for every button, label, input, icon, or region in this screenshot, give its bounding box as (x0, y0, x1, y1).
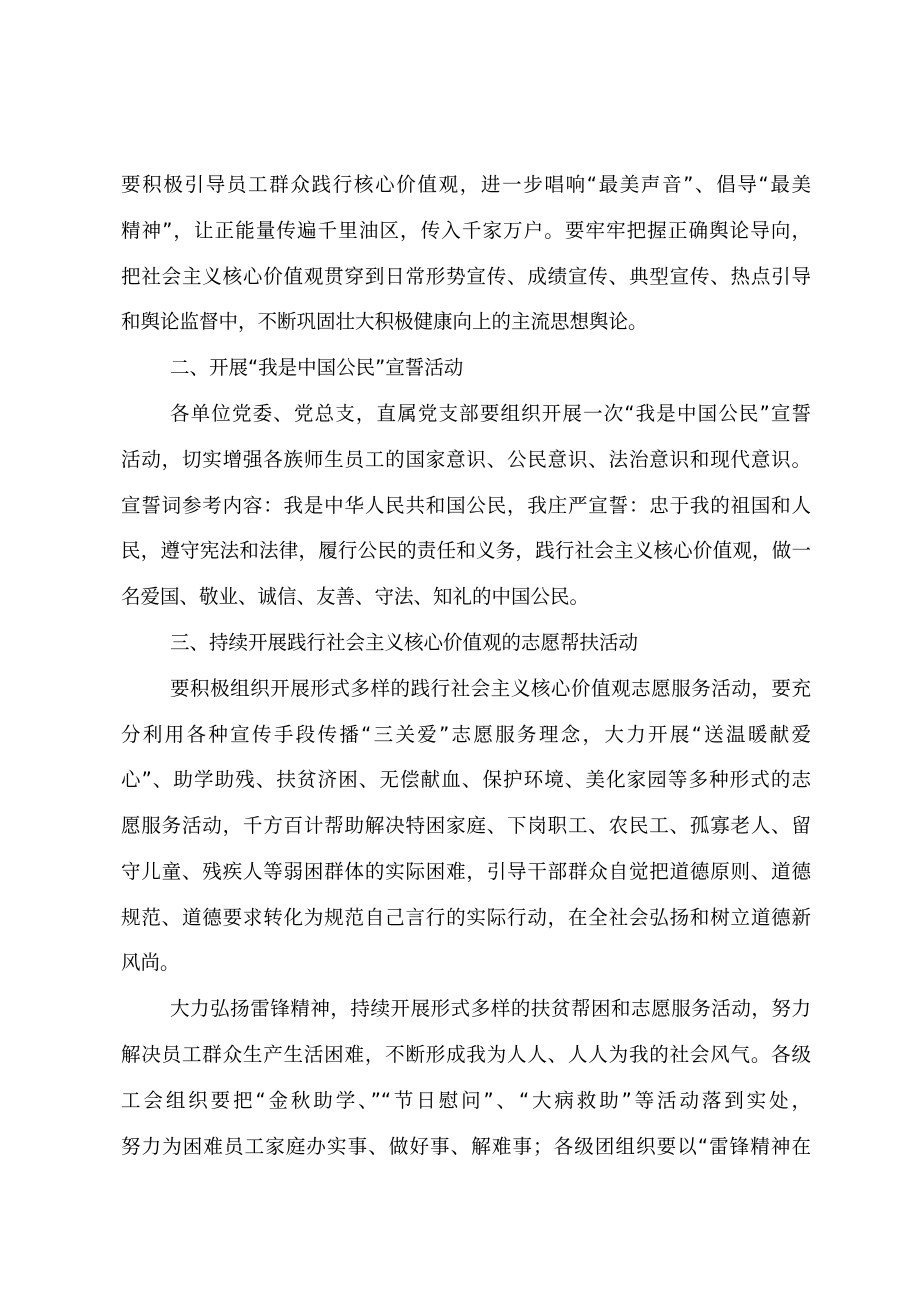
paragraph-2-line-3: 宣誓词参考内容：我是中华人民共和国公民，我庄严宣誓：忠于我的祖国和人 (121, 494, 811, 517)
paragraph-2-line-4: 民，遵守宪法和法律，履行公民的责任和义务，践行社会主义核心价值观，做一 (121, 539, 811, 562)
paragraph-2-line-5: 名爱国、敬业、诚信、友善、守法、知礼的中国公民。 (121, 585, 590, 608)
paragraph-4-line-4: 努力为困难员工家庭办实事、做好事、解难事；各级团组织要以“雷锋精神在 (121, 1135, 811, 1158)
paragraph-3-line-2: 分利用各种宣传手段传播“三关爱”志愿服务理念，大力开展“送温暖献爱 (121, 723, 811, 746)
paragraph-2-line-1: 各单位党委、党总支，直属党支部要组织开展一次“我是中国公民”宣誓 (170, 402, 811, 425)
paragraph-4-line-3: 工会组织要把“金秋助学、”“节日慰问”、“大病救助”等活动落到实处， (121, 1089, 811, 1112)
paragraph-3-line-4: 愿服务活动，千方百计帮助解决特困家庭、下岗职工、农民工、孤寡老人、留 (121, 814, 811, 837)
paragraph-1-line-2: 精神”，让正能量传遍千里油区，传入千家万户。要牢牢把握正确舆论导向， (121, 219, 811, 242)
paragraph-3-line-1: 要积极组织开展形式多样的践行社会主义核心价值观志愿服务活动，要充 (170, 677, 811, 700)
paragraph-1-line-4: 和舆论监督中，不断巩固壮大积极健康向上的主流思想舆论。 (121, 310, 648, 333)
paragraph-4-line-2: 解决员工群众生产生活困难，不断形成我为人人、人人为我的社会风气。各级 (121, 1043, 811, 1066)
paragraph-4-line-1: 大力弘扬雷锋精神，持续开展形式多样的扶贫帮困和志愿服务活动，努力 (170, 997, 811, 1020)
paragraph-1-line-3: 把社会主义核心价值观贯穿到日常形势宣传、成绩宣传、典型宣传、热点引导 (121, 265, 811, 288)
paragraph-2-line-2: 活动，切实增强各族师生员工的国家意识、公民意识、法治意识和现代意识。 (121, 448, 811, 471)
paragraph-3-line-7: 风尚。 (121, 951, 180, 974)
paragraph-1-line-1: 要积极引导员工群众践行核心价值观，进一步唱响“最美声音”、倡导“最美 (121, 173, 811, 196)
paragraph-3-line-5: 守儿童、残疾人等弱困群体的实际困难，引导干部群众自觉把道德原则、道德 (121, 860, 811, 883)
paragraph-3-line-6: 规范、道德要求转化为规范自己言行的实际行动，在全社会弘扬和树立道德新 (121, 906, 811, 929)
section-heading-3: 三、持续开展践行社会主义核心价值观的志愿帮扶活动 (170, 631, 639, 654)
paragraph-3-line-3: 心”、助学助残、扶贫济困、无偿献血、保护环境、美化家园等多种形式的志 (121, 768, 811, 791)
section-heading-2: 二、开展“我是中国公民”宣誓活动 (170, 356, 464, 379)
